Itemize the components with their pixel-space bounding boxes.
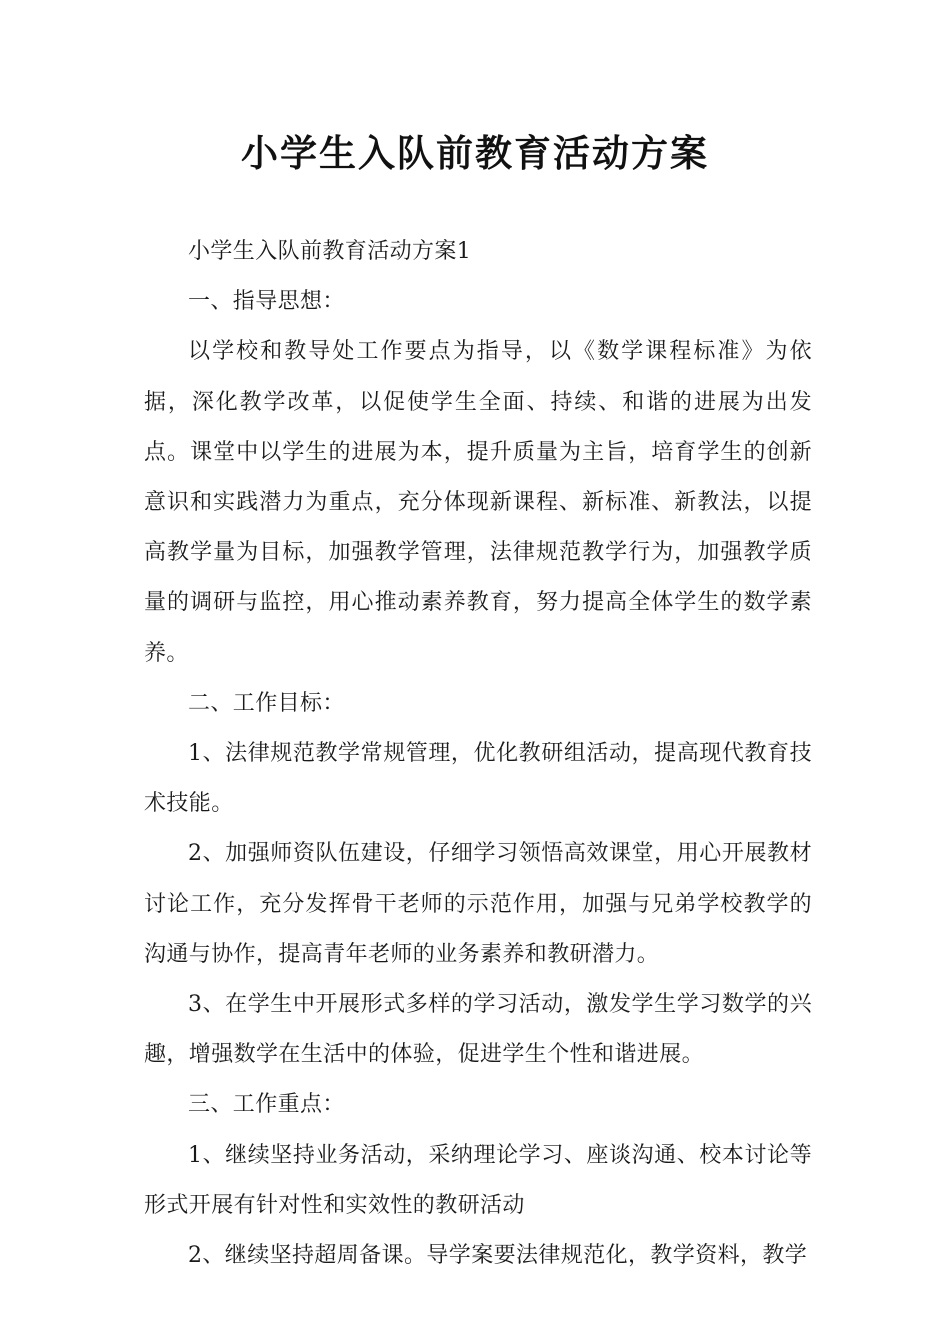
document-body: [144, 227, 812, 1281]
paragraph: 以学校和教导处工作要点为指导，以《数学课程标准》为依据，深化教学改革，以促使学生全面、持续、和谐的进展为出发点。课堂中以学生的进展为本，提升质量为主旨，培育学生的创新意识和实践潜力为重点，充分体现新课程、新标准、新教法，以提高教学量为目标，加强教学管理，法律规范教学行为，加强教学质量的调研与监控，用心推动素养教育，努力提高全体学生的数学素养。: [144, 339, 812, 666]
paragraph: 3、在学生中开展形式多样的学习活动，激发学生学习数学的兴趣，增强数学在生活中的体验，促进学生个性和谐进展。: [144, 992, 812, 1068]
section-heading: 二、工作目标：: [188, 690, 345, 716]
document-title: 小学生入队前教育活动方案: [241, 132, 709, 175]
paragraph: 1、法律规范教学常规管理，优化教研组活动，提高现代教育技术技能。: [144, 741, 812, 817]
paragraph: 2、加强师资队伍建设，仔细学习领悟高效课堂，用心开展教材讨论工作，充分发挥骨干老师的示范作用，加强与兄弟学校教学的沟通与协作，提高青年老师的业务素养和教研潜力。: [144, 841, 812, 967]
paragraph: 1、继续坚持业务活动，采纳理论学习、座谈沟通、校本讨论等形式开展有针对性和实效性的教研活动: [144, 1142, 812, 1218]
section-heading: 三、工作重点：: [188, 1092, 345, 1118]
paragraph: 2、继续坚持超周备课。导学案要法律规范化，教学资料，教学: [188, 1243, 808, 1269]
section-heading: 一、指导思想：: [188, 289, 345, 315]
section-heading: 小学生入队前教育活动方案1: [188, 239, 472, 264]
